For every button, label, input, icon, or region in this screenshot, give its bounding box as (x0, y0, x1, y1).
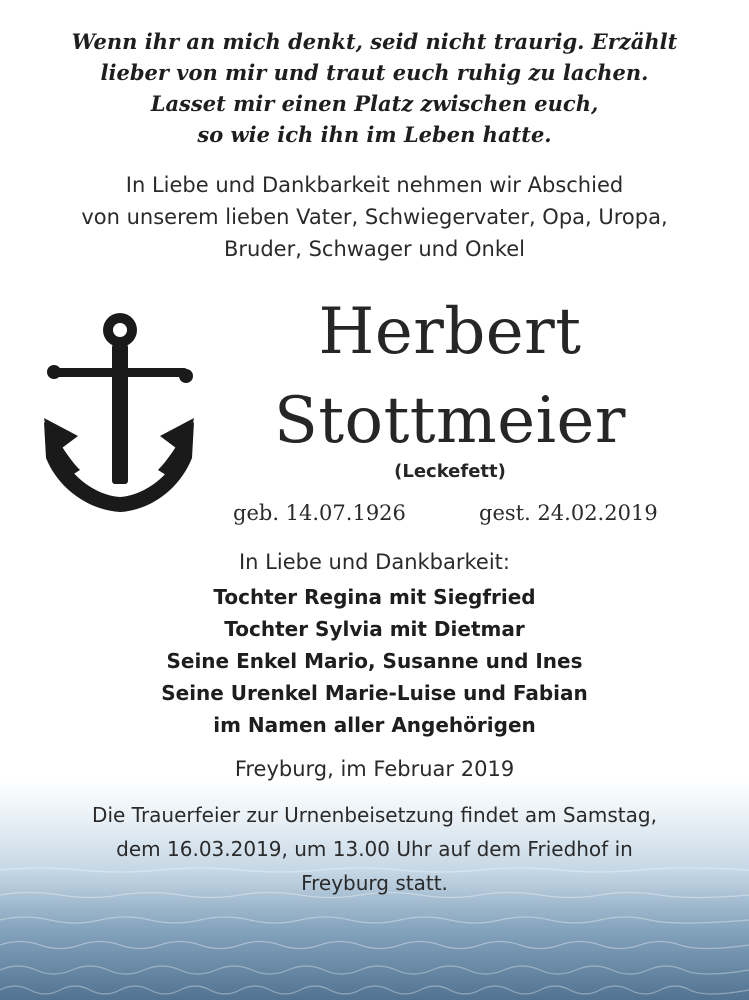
birth-date: geb. 14.07.1926 (233, 501, 406, 525)
quote-line: Lasset mir einen Platz zwischen euch, (150, 91, 599, 116)
intro-line: Bruder, Schwager und Onkel (223, 237, 525, 261)
death-date: gest. 24.02.2019 (479, 501, 658, 525)
intro-line: In Liebe und Dankbarkeit nehmen wir Abschied (125, 173, 624, 197)
quote-line: so wie ich ihn im Leben hatte. (197, 122, 552, 147)
funeral-line: dem 16.03.2019, um 13.00 Uhr auf dem Friedhof in (116, 837, 633, 861)
funeral-line: Die Trauerfeier zur Urnenbeisetzung findet am Samstag, (92, 803, 657, 827)
intro-line: von unserem lieben Vater, Schwiegervater, Opa, Uropa, (81, 205, 668, 229)
mourner-line: Seine Urenkel Marie-Luise und Fabian (161, 681, 588, 705)
mourner-line: Seine Enkel Mario, Susanne und Ines (166, 649, 583, 673)
mourner-line: Tochter Sylvia mit Dietmar (224, 617, 525, 641)
funeral-line: Freyburg statt. (301, 871, 448, 895)
anchor-icon (40, 310, 195, 515)
deceased-nickname: (Leckefett) (394, 461, 506, 482)
memorial-quote (0, 26, 749, 150)
mourners-list (0, 581, 749, 741)
funeral-info (0, 798, 749, 900)
farewell-intro (0, 169, 749, 265)
mourner-line: Tochter Regina mit Siegfried (213, 585, 536, 609)
deceased-last-name: Stottmeier (273, 384, 627, 458)
place-and-date: Freyburg, im Februar 2019 (234, 757, 515, 781)
mourner-line: im Namen aller Angehörigen (213, 713, 536, 737)
quote-line: lieber von mir und traut euch ruhig zu lachen. (100, 60, 649, 85)
quote-line: Wenn ihr an mich denkt, seid nicht traurig. Erzählt (71, 29, 678, 54)
deceased-first-name: Herbert (318, 295, 582, 369)
thanks-label: In Liebe und Dankbarkeit: (238, 550, 510, 574)
